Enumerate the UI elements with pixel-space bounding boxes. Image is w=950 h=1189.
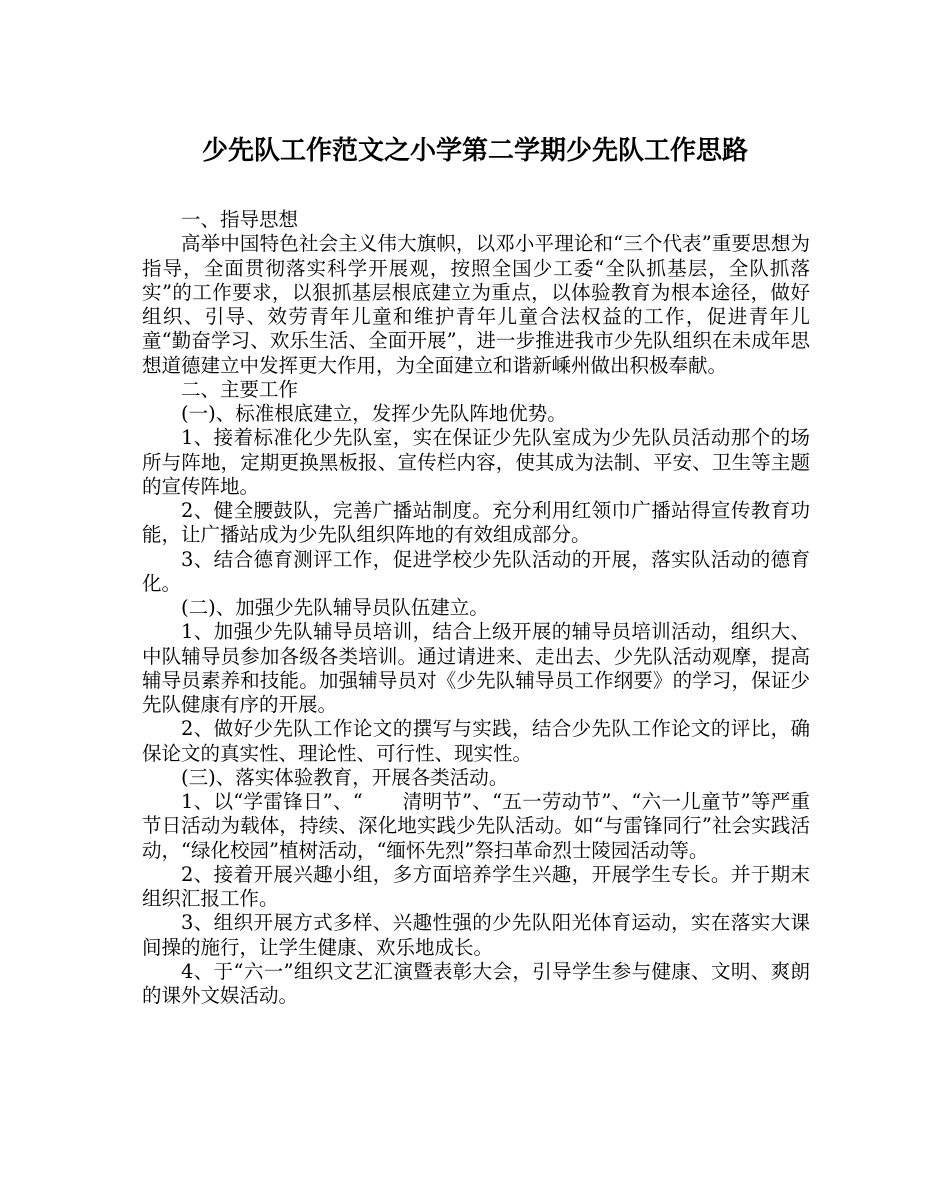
paragraph: 2、接着开展兴趣小组，多方面培养学生兴趣，开展学生专长。并于期末组织汇报工作。	[142, 862, 810, 910]
document-body	[142, 208, 810, 1008]
paragraph: 一、指导思想	[181, 208, 299, 231]
paragraph: 2、健全腰鼓队，完善广播站制度。充分利用红领巾广播站得宣传教育功能，让广播站成为少先队组织阵地的有效组成部分。	[142, 499, 810, 547]
paragraph: 4、于“六一”组织文艺汇演暨表彰大会，引导学生参与健康、文明、爽朗的课外文娱活动。	[142, 959, 810, 1007]
paragraph: 1、接着标准化少先队室，实在保证少先队室成为少先队员活动那个的场所与阵地，定期更换黑板报、宣传栏内容，使其成为法制、平安、卫生等主题的宣传阵地。	[142, 426, 810, 498]
paragraph: (三)、落实体验教育，开展各类活动。	[181, 765, 509, 789]
paragraph: 二、主要工作	[181, 377, 299, 401]
paragraph: (一)、标准根底建立，发挥少先队阵地优势。	[181, 402, 567, 425]
document-title: 少先队工作范文之小学第二学期少先队工作思路	[201, 136, 748, 166]
paragraph: 3、结合德育测评工作，促进学校少先队活动的开展，落实队活动的德育化。	[142, 547, 810, 595]
paragraph: 高举中国特色社会主义伟大旗帜，以邓小平理论和“三个代表”重要思想为指导，全面贯彻落实科学开展观，按照全国少工委“全队抓基层，全队抓落实”的工作要求，以狠抓基层根底建立为重点，以体验教育为根本途径，做好组织、引导、效劳青年儿童和维护青年儿童合法权益的工作，促进青年儿童“勤奋学习、欢乐生活、全面开展”，进一步推进我市少先队组织在未成年思想道德建立中发挥更大作用，为全面建立和谐新嵊州做出积极奉献。	[142, 232, 810, 377]
paragraph: 3、组织开展方式多样、兴趣性强的少先队阳光体育运动，实在落实大课间操的施行，让学生健康、欢乐地成长。	[142, 911, 810, 959]
paragraph: 1、以“学雷锋日”、“ 清明节”、“五一劳动节”、“六一儿童节”等严重节日活动为载体，持续、深化地实践少先队活动。如“与雷锋同行”社会实践活动，“绿化校园”植树活动，“缅怀先烈”祭扫革命烈士陵园活动等。	[142, 790, 810, 862]
paragraph: (二)、加强少先队辅导员队伍建立。	[181, 596, 489, 619]
paragraph: 2、做好少先队工作论文的撰写与实践，结合少先队工作论文的评比，确保论文的真实性、理论性、可行性、现实性。	[142, 717, 810, 765]
paragraph: 1、加强少先队辅导员培训，结合上级开展的辅导员培训活动，组织大、中队辅导员参加各级各类培训。通过请进来、走出去、少先队活动观摩，提高辅导员素养和技能。加强辅导员对《少先队辅导员工作纲要》的学习，保证少先队健康有序的开展。	[142, 620, 810, 716]
